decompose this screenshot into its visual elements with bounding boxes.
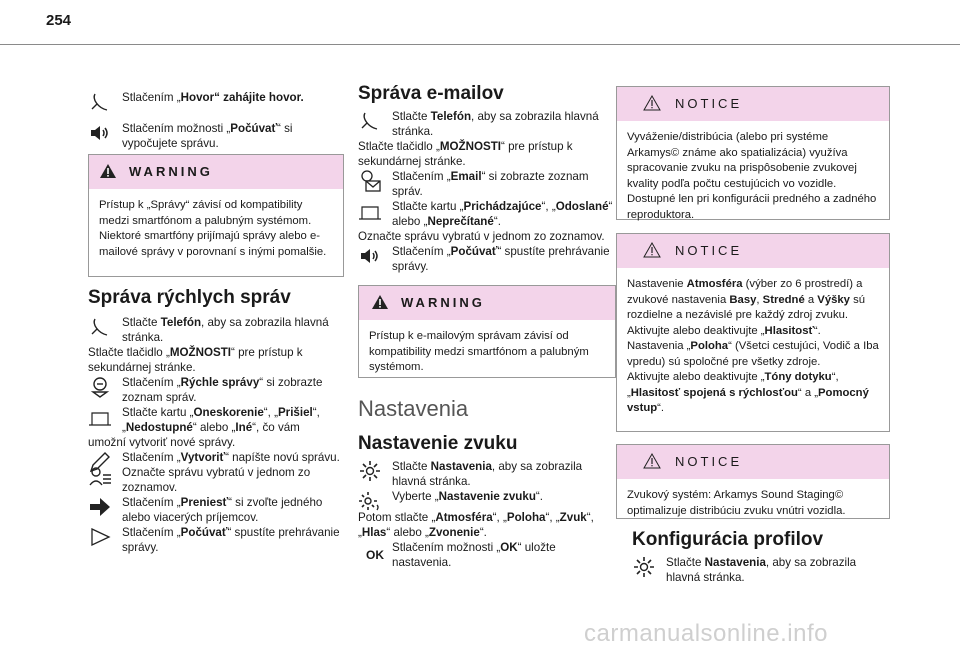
sound-step-settings: Stlačte Nastavenia, aby sa zobrazila hlavná stránka. xyxy=(358,459,616,489)
listen-row: Stlačením možnosti „Počúvať“ si vypočujete správu. xyxy=(88,121,344,151)
notice-box-atmosphere xyxy=(616,233,890,432)
quick-step-play: Stlačením „Počúvať“ spustíte prehrávanie správy. xyxy=(88,525,344,555)
warning-header xyxy=(359,286,615,320)
settings-heading: Nastavenia xyxy=(358,396,469,421)
warning-title: WARNING xyxy=(129,164,213,179)
notice-title: NOTICE xyxy=(675,96,743,111)
warning-text: Prístup k „Správy“ závisí od kompatibility medzi smartfónom a palubným systémom. Niektoré smartfóny prijímajú správy alebo e-mailové správy v porovnaní s inými pomalšie. xyxy=(99,199,327,258)
notice-header xyxy=(617,445,889,479)
gear-icon xyxy=(358,459,382,483)
quick-step-forward: Stlačením „Preniesť“ si zvoľte jedného alebo viacerých príjemcov. xyxy=(88,495,344,525)
tab-icon xyxy=(88,405,112,429)
notice-para: Aktivujte alebo deaktivujte „Tóny dotyku“, „Hlasitosť spojená s rýchlosťou“ a „Pomocný vstup“. xyxy=(627,371,869,414)
sound-heading: Nastavenie zvuku xyxy=(358,433,518,454)
quick-step-tabs: Stlačte kartu „Oneskorenie“, „Prišiel“, „Nedostupné“ alebo „Iné“, čo vám xyxy=(88,405,344,435)
warning-text: Prístup k e-mailovým správam závisí od kompatibility medzi smartfónom a palubným systémom. xyxy=(369,330,589,373)
tab-icon xyxy=(358,199,382,223)
warning-triangle-icon xyxy=(99,163,117,179)
sound-step-select: Vyberte „Nastavenie zvuku“. xyxy=(358,489,616,504)
quick-step-quick: Stlačením „Rýchle správy“ si zobrazte zoznam správ. xyxy=(88,375,344,405)
profiles-step-settings: Stlačte Nastavenia, aby sa zobrazila hlavná stránka. xyxy=(632,555,888,585)
email-step-email: Stlačením „Email“ si zobrazte zoznam správ. xyxy=(358,169,616,199)
quick-message-icon xyxy=(88,375,112,399)
email-heading: Správa e-mailov xyxy=(358,83,504,104)
select-message-icon xyxy=(88,465,112,489)
watermark: carmanualsonline.info xyxy=(584,620,828,647)
speaker-icon xyxy=(88,121,112,145)
notice-title: NOTICE xyxy=(675,454,743,469)
email-step-tabs: Stlačte kartu „Prichádzajúce“, „Odoslané“ alebo „Neprečítané“. xyxy=(358,199,616,229)
left-column xyxy=(88,90,344,157)
email-step-phone: Stlačte Telefón, aby sa zobrazila hlavná stránka. xyxy=(358,109,616,139)
notice-box-arkamys xyxy=(616,444,890,519)
play-icon xyxy=(88,525,112,549)
call-row: Stlačením „Hovor“ zahájite hovor. xyxy=(88,90,344,105)
sound-section xyxy=(358,433,616,570)
page-number: 254 xyxy=(46,12,72,29)
warning-header xyxy=(89,155,343,189)
phone-handset-icon xyxy=(88,315,112,339)
email-icon xyxy=(358,169,382,193)
email-step-listen: Stlačením „Počúvať“ spustíte prehrávanie správy. xyxy=(358,244,616,274)
header-rule xyxy=(0,44,960,45)
gear-icon xyxy=(632,555,656,579)
warning-box-messages xyxy=(88,154,344,277)
email-step-options: Stlačte tlačidlo „MOŽNOSTI“ pre prístup k sekundárnej stránke. xyxy=(358,140,573,168)
quick-messages-heading: Správa rýchlych správ xyxy=(88,287,291,308)
notice-para: Aktivujte alebo deaktivujte „Hlasitosť“. xyxy=(627,324,821,337)
ok-icon: OK xyxy=(366,548,384,562)
speaker-icon xyxy=(358,244,382,268)
notice-header xyxy=(617,234,889,268)
notice-text xyxy=(617,268,889,425)
profiles-section xyxy=(632,529,888,585)
notice-text: Zvukový systém: Arkamys Sound Staging© optimalizuje distribúciu zvuku vnútri vozidla. xyxy=(627,489,846,517)
quick-step-select: Označte správu vybratú v jednom zo zoznamov. xyxy=(88,465,344,495)
notice-text: Vyváženie/distribúcia (alebo pri systéme Arkamys© známe ako spatializácia) využíva spracovanie zvuku na prispôsobenie zvukovej kvality podľa počtu cestujúcich vo vozidle. Dostupné len pri konfigurácii predného a zadného reproduktora. xyxy=(627,131,877,221)
notice-box-balance xyxy=(616,86,890,220)
warning-triangle-icon xyxy=(371,294,389,310)
quick-step-phone: Stlačte Telefón, aby sa zobrazila hlavná stránka. xyxy=(88,315,344,345)
quick-step-tabs-cont: umožní vytvoriť nové správy. xyxy=(88,436,236,449)
quick-messages-section xyxy=(88,287,344,555)
notice-title: NOTICE xyxy=(675,243,743,258)
notice-para: Nastavenia „Poloha“ (Všetci cestujúci, Vodič a Iba vpredu) sú spoločné pre všetky zdroje. xyxy=(627,340,879,368)
notice-triangle-icon xyxy=(643,242,661,258)
notice-triangle-icon xyxy=(643,95,661,111)
sound-step-tabs: Potom stlačte „Atmosféra“, „Poloha“, „Zvuk“, „Hlas“ alebo „Zvonenie“. xyxy=(358,511,594,539)
profiles-heading: Konfigurácia profilov xyxy=(632,529,824,550)
phone-handset-icon xyxy=(88,90,112,114)
email-section xyxy=(358,83,616,274)
email-step-select: Označte správu vybratú v jednom zo zoznamov. xyxy=(358,230,605,243)
notice-para: Nastavenie Atmosféra (výber zo 6 prostredí) a zvukové nastavenia Basy, Stredné a Výšky sú rozdielne a nezávislé pre každý zdroj zvuku. xyxy=(627,278,866,321)
sound-step-ok: OK Stlačením možnosti „OK“ uložte nastavenia. xyxy=(366,541,556,569)
forward-arrow-icon xyxy=(88,495,112,519)
warning-box-email xyxy=(358,285,616,378)
phone-handset-icon xyxy=(358,109,382,133)
gear-sound-icon xyxy=(358,489,382,513)
quick-step-options: Stlačte tlačidlo „MOŽNOSTI“ pre prístup k sekundárnej stránke. xyxy=(88,346,303,374)
quick-step-create: Stlačením „Vytvoriť“ napíšte novú správu. xyxy=(88,450,344,465)
warning-title: WARNING xyxy=(401,295,485,310)
notice-header xyxy=(617,87,889,121)
notice-triangle-icon xyxy=(643,453,661,469)
